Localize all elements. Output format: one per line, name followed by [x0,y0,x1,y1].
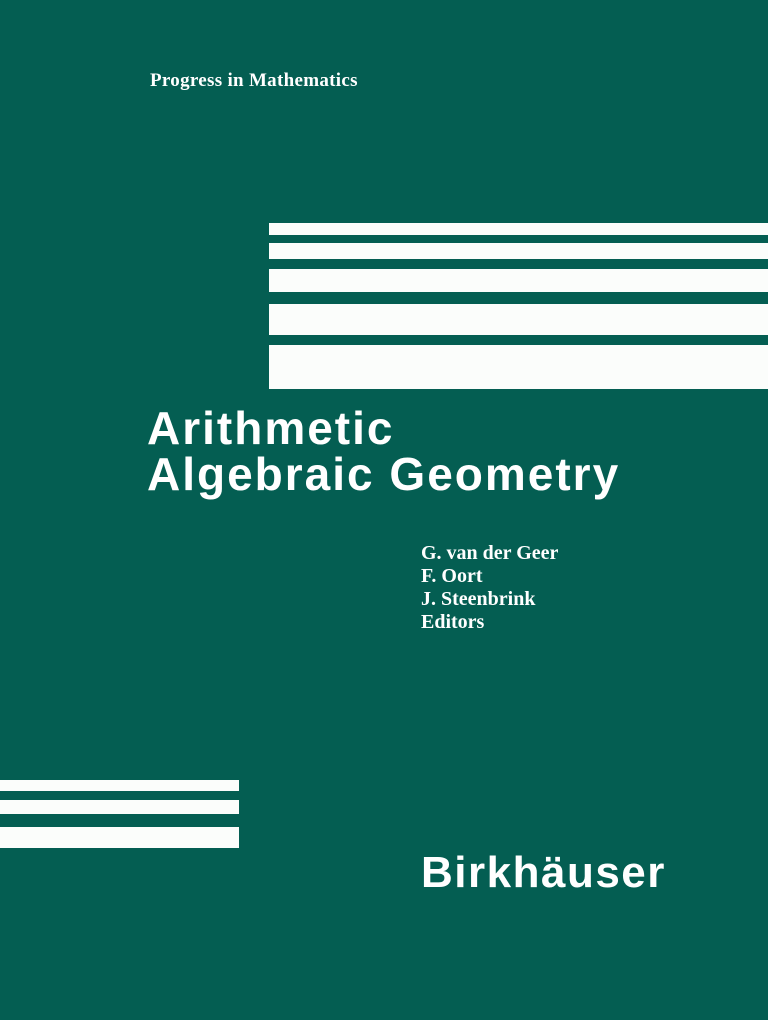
publisher-logo: Birkhäuser [421,848,666,897]
editor-name-1: G. van der Geer [421,542,559,564]
series-title: Progress in Mathematics [150,70,358,91]
editor-name-3: J. Steenbrink [421,588,536,610]
book-title-line1: Arithmetic [147,402,395,454]
top-stripe-3 [269,269,768,292]
top-stripe-4 [269,304,768,335]
book-title [147,402,621,500]
top-stripe-2 [269,243,768,259]
bottom-stripe-1 [0,780,239,791]
editors-label: Editors [421,611,485,633]
editor-name-2: F. Oort [421,565,483,587]
bottom-stripe-2 [0,800,239,814]
bottom-stripe-3 [0,827,239,848]
top-stripe-5 [269,345,768,389]
top-stripe-1 [269,223,768,235]
editors-block [421,542,558,634]
book-title-line2: Algebraic Geometry [147,448,621,500]
